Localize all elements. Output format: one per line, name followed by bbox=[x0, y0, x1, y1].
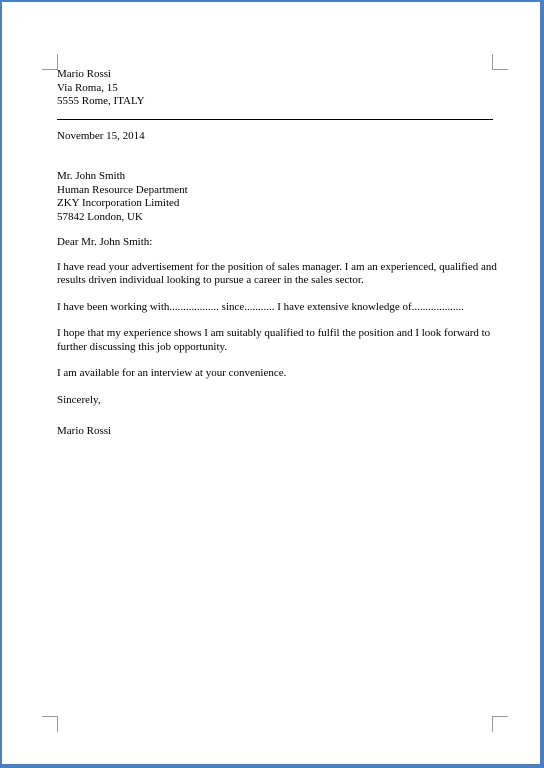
body-paragraph-4: I am available for an interview at your convenience. bbox=[57, 367, 287, 379]
body-paragraph-1 bbox=[57, 261, 495, 288]
margin-corner-bottom-right bbox=[492, 716, 508, 732]
header-divider bbox=[57, 119, 493, 120]
recipient-address bbox=[57, 170, 495, 224]
salutation: Dear Mr. John Smith: bbox=[57, 236, 153, 248]
letter-date: November 15, 2014 bbox=[57, 129, 145, 142]
signature-name: Mario Rossi bbox=[57, 425, 112, 437]
margin-corner-bottom-left bbox=[42, 716, 58, 732]
body-paragraph-3-line-2: further discussing this job opportunity. bbox=[57, 340, 228, 353]
recipient-name: Mr. John Smith bbox=[57, 170, 126, 182]
sender-street: Via Roma, 15 bbox=[57, 81, 118, 94]
body-paragraph-3 bbox=[57, 327, 495, 354]
sender-name: Mario Rossi bbox=[57, 68, 112, 80]
body-paragraph-2: I have been working with.................. since........... I have extensive knowledge of................... bbox=[57, 300, 464, 313]
sender-address bbox=[57, 68, 495, 109]
recipient-city: 57842 London, UK bbox=[57, 210, 143, 223]
margin-corner-top-left bbox=[42, 54, 58, 70]
recipient-company: ZKY Incorporation Limited bbox=[57, 197, 180, 209]
body-paragraph-3-line-1: I hope that my experience shows I am suitably qualified to fulfil the position and I look forward to bbox=[57, 327, 491, 339]
body-paragraph-1-line-2: results driven individual looking to pursue a career in the sales sector. bbox=[57, 274, 364, 286]
recipient-department: Human Resource Department bbox=[57, 183, 188, 196]
letter-content[interactable] bbox=[57, 68, 495, 439]
body-paragraph-1-line-1: I have read your advertisement for the position of sales manager. I am an experienced, qualified and bbox=[57, 260, 497, 273]
sender-city: 5555 Rome, ITALY bbox=[57, 95, 145, 107]
closing: Sincerely, bbox=[57, 393, 101, 406]
